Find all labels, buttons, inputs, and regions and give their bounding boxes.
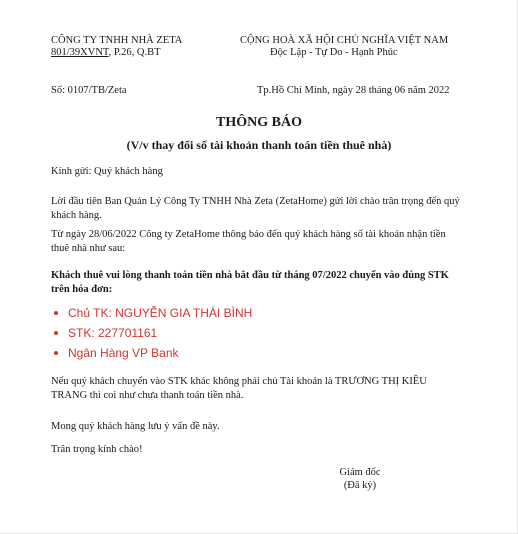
bank-info-list bbox=[51, 305, 252, 365]
greeting: Kính gửi: Quý khách hàng bbox=[51, 166, 163, 177]
document-number: Số: 0107/TB/Zeta bbox=[51, 85, 127, 96]
paragraph-payment-instruction: Khách thuê vui lòng thanh toán tiền nhà bắt đầu từ tháng 07/2022 chuyển vào đúng STK trên hóa đơn: bbox=[51, 270, 449, 295]
company-address-number: 801/39XVNT bbox=[51, 47, 109, 58]
bank-name: Ngân Hàng VP Bank bbox=[51, 345, 252, 365]
bank-account-number: STK: 227701161 bbox=[51, 325, 252, 345]
bullet-icon bbox=[54, 351, 58, 355]
nation-heading: CỘNG HOÀ XÃ HỘI CHỦ NGHĨA VIỆT NAM bbox=[240, 35, 449, 46]
paragraph-warning: Nếu quý khách chuyển vào STK khác không phải chủ Tài khoản là TRƯƠNG THỊ KIỀU TRANG thì coi như chưa thanh toán tiền nhà. bbox=[51, 376, 427, 401]
bank-account-holder: Chủ TK: NGUYỄN GIA THÁI BÌNH bbox=[51, 305, 252, 325]
bullet-icon bbox=[54, 311, 58, 315]
paragraph-closing: Trân trọng kính chào! bbox=[51, 444, 143, 455]
paragraph-note: Mong quý khách hàng lưu ý vấn đề này. bbox=[51, 421, 220, 432]
signature-status: (Đã ký) bbox=[343, 480, 377, 491]
company-address bbox=[51, 47, 161, 59]
document-subtitle: (V/v thay đổi số tài khoản thanh toán tiền thuê nhà) bbox=[126, 138, 392, 152]
signature-role: Giám đốc bbox=[339, 467, 381, 478]
document-title: THÔNG BÁO bbox=[216, 115, 302, 130]
place-date: Tp.Hồ Chí Minh, ngày 28 tháng 06 năm 2022 bbox=[257, 85, 450, 96]
paragraph-intro: Lời đầu tiên Ban Quản Lý Công Ty TNHH Nhà Zeta (ZetaHome) gửi lời chào trân trọng đến quý khách hàng. bbox=[51, 196, 460, 221]
paragraph-new-account: Từ ngày 28/06/2022 Công ty ZetaHome thông báo đến quý khách hàng số tài khoản nhận tiền thuê nhà như sau: bbox=[51, 229, 446, 254]
nation-motto: Độc Lập - Tự Do - Hạnh Phúc bbox=[270, 47, 398, 58]
company-address-rest: , P.26, Q.BT bbox=[108, 47, 161, 58]
company-name: CÔNG TY TNHH NHÀ ZETA bbox=[51, 35, 183, 46]
bullet-icon bbox=[54, 331, 58, 335]
